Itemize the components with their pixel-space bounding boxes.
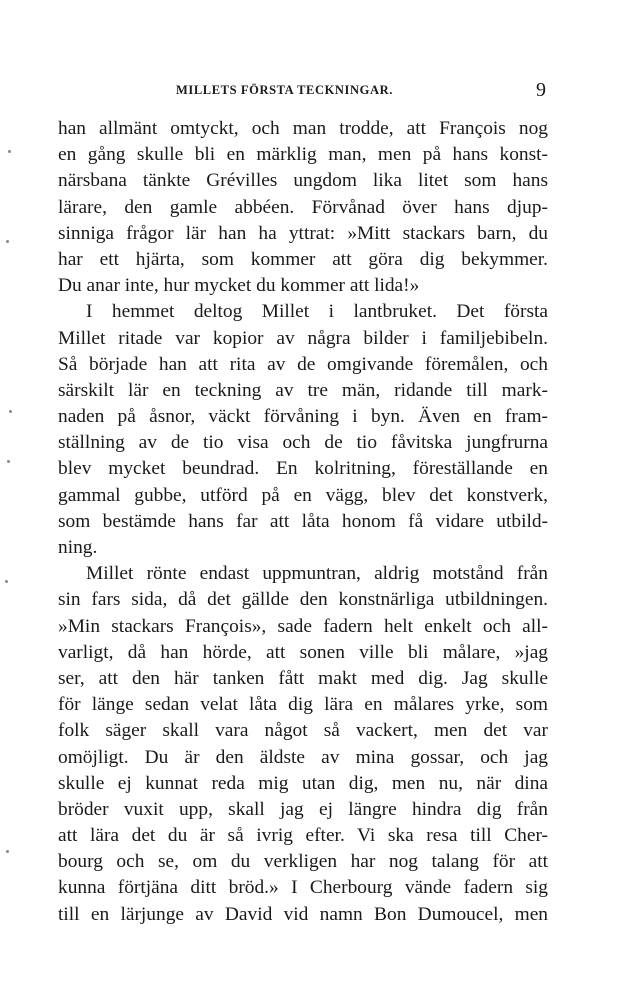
text-line: som bestämde hans far att låta honom få vidare utbild- [58, 510, 548, 532]
text-line: gammal gubbe, utförd på en vägg, blev det konstverk, [58, 484, 548, 506]
text-line: ställning av de tio visa och de tio fåvitska jungfrurna [58, 432, 548, 454]
page-number: 9 [536, 79, 546, 101]
text-line: en gång skulle bli en märklig man, men på hans konst- [58, 144, 548, 166]
text-line: sin fars sida, då det gällde den konstnärliga utbildningen. [58, 589, 548, 611]
text-line: kunna förtjäna ditt bröd.» I Cherbourg vände fadern sig [58, 877, 548, 899]
margin-speck [7, 460, 10, 463]
text-line: har ett hjärta, som kommer att göra dig bekymmer. [58, 248, 548, 270]
text-line: Millet rönte endast uppmuntran, aldrig motstånd från [86, 563, 548, 585]
text-line: Så började han att rita av de omgivande föremålen, och [58, 353, 548, 375]
text-line: att lära det du är så ivrig efter. Vi ska resa till Cher- [58, 825, 548, 847]
text-line: lärare, den gamle abbéen. Förvånad över hans djup- [58, 196, 548, 218]
text-line: sinniga frågor lär han ha yttrat: »Mitt stackars barn, du [58, 222, 548, 244]
text-line: till en lärjunge av David vid namn Bon Dumoucel, men [58, 903, 548, 925]
margin-speck [9, 410, 12, 413]
body-text [58, 116, 548, 928]
chapter-title: MILLETS FÖRSTA TECKNINGAR. [176, 83, 393, 97]
text-line: ser, att den här tanken fått makt med dig. Jag skulle [58, 667, 548, 689]
margin-speck [5, 580, 8, 583]
text-line: Du anar inte, hur mycket du kommer att lida!» [58, 275, 420, 297]
text-line: han allmänt omtyckt, och man trodde, att François nog [58, 118, 548, 139]
text-line: skulle ej kunnat reda mig utan dig, men nu, när dina [58, 772, 548, 794]
margin-speck [8, 150, 11, 153]
margin-speck [6, 850, 9, 853]
text-line: naden på åsnor, väckt förvåning i byn. Även en fram- [58, 406, 548, 428]
running-header [64, 78, 546, 102]
text-line: ning. [58, 537, 98, 558]
text-line: bröder vuxit upp, skall jag ej längre hindra dig från [58, 798, 548, 820]
text-line: folk säger skall vara något så vackert, men det var [58, 720, 548, 742]
text-line: I hemmet deltog Millet i lantbruket. Det första [86, 301, 548, 323]
text-line: omöjligt. Du är den äldste av mina gossar, och jag [58, 746, 548, 768]
text-line: Millet ritade var kopior av några bilder i familjebibeln. [58, 327, 548, 349]
text-line: närsbana tänkte Grévilles ungdom lika litet som hans [58, 170, 548, 192]
margin-speck [6, 240, 9, 243]
text-line: bourg och se, om du verkligen har nog talang för att [58, 851, 548, 873]
text-line: varligt, då han hörde, att sonen ville bli målare, »jag [58, 641, 548, 663]
text-line: särskilt lär en teckning av tre män, ridande till mark- [58, 379, 548, 401]
text-line: blev mycket beundrad. En kolritning, föreställande en [58, 458, 548, 480]
text-line: för länge sedan velat låta dig lära en målares yrke, som [58, 694, 548, 716]
text-line: »Min stackars François», sade fadern helt enkelt och all- [58, 615, 548, 637]
